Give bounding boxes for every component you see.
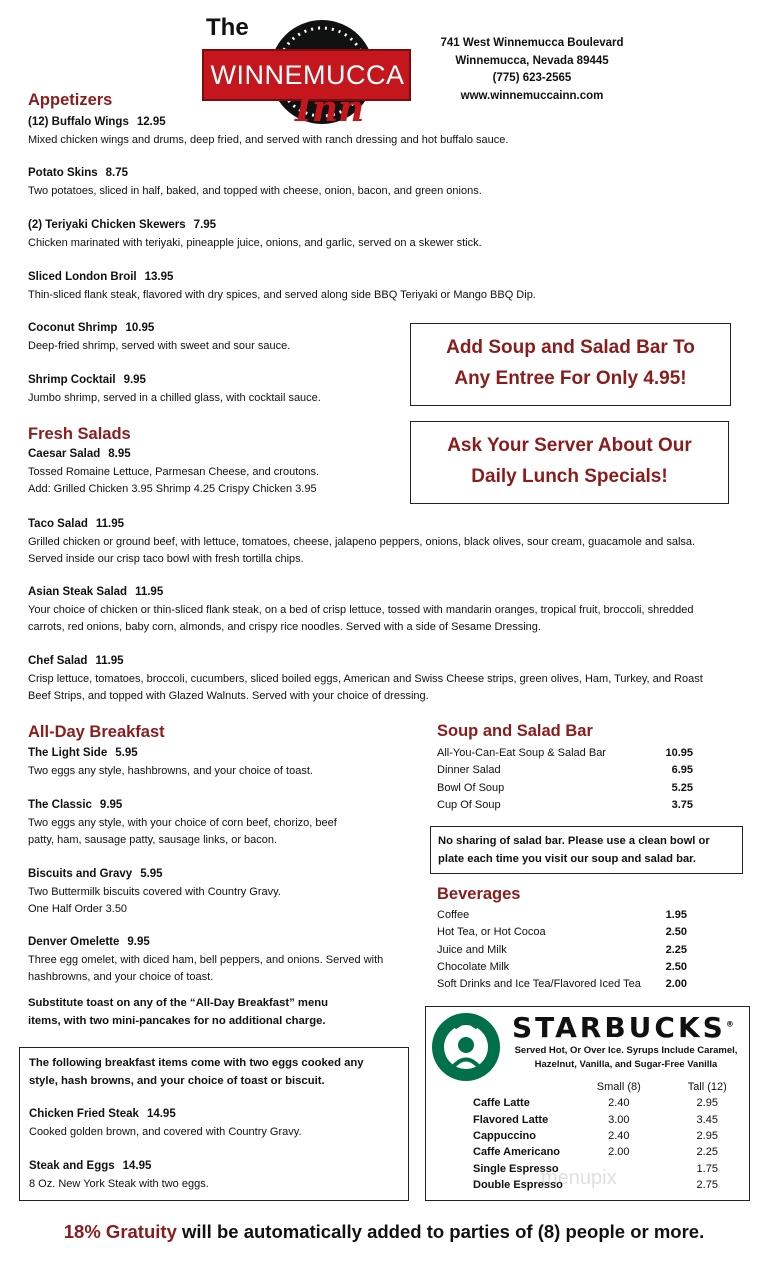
breakfast-box: [19, 1047, 409, 1201]
starbucks-row: [473, 1095, 749, 1111]
soup-bar-list: [437, 745, 693, 814]
price-row: [437, 780, 693, 797]
item-name: Asian Steak Salad: [28, 586, 128, 598]
beverages-heading: Beverages: [437, 885, 521, 903]
promo-line: Add Soup and Salad Bar To: [446, 337, 695, 358]
item-description: Two eggs any style, hashbrowns, and your choice of toast.: [28, 764, 313, 777]
menu-item: [28, 797, 337, 850]
col-small: Small (8): [596, 1081, 641, 1094]
price-row: [437, 924, 687, 941]
price-tall: 2.25: [696, 1146, 718, 1159]
item-name-line: [28, 320, 290, 338]
item-name-line: [28, 269, 536, 287]
item-description: Deep-fried shrimp, served with sweet and sour sauce.: [28, 339, 291, 352]
menu-item: [28, 745, 313, 780]
logo-name: WINNEMUCCA: [210, 60, 405, 90]
row-label: Bowl Of Soup: [437, 781, 505, 794]
menu-item: [28, 217, 482, 252]
watermark: menupix: [541, 1167, 617, 1189]
intro-line: The following breakfast items come with two eggs cooked any: [29, 1057, 364, 1069]
row-price: 3.75: [671, 798, 693, 811]
item-description: Jumbo shrimp, served in a chilled glass, with cocktail sauce.: [28, 391, 321, 404]
item-description: Beef Strips, and topped with Glazed Walnuts. Served with your choice of dressing.: [28, 690, 429, 702]
item-description: carrots, red onions, baby corn, almonds, and crispy rice noodles. Served with a side of Sesame Dressing.: [28, 621, 541, 633]
col-tall: Tall (12): [687, 1081, 727, 1094]
item-description: Crisp lettuce, tomatoes, broccoli, cucumbers, sliced boiled eggs, American and Swiss Cheese strips, green olives, Ham, Turkey, and Roast: [28, 672, 703, 685]
beverages-list: [437, 907, 687, 993]
item-description: patty, ham, sausage patty, sausage links, or bacon.: [28, 834, 278, 846]
gratuity-text: will be automatically added to parties of (8) people or more.: [176, 1221, 705, 1242]
item-name-line: [28, 114, 508, 132]
item-name-line: [28, 866, 281, 884]
item-price: 8.95: [108, 448, 131, 460]
drink-name: Caffe Americano: [473, 1146, 561, 1159]
row-price: 2.00: [665, 978, 687, 991]
item-price: 5.95: [115, 747, 138, 759]
item-name: Biscuits and Gravy: [28, 868, 133, 880]
item-name-line: [28, 584, 693, 602]
appetizers-heading: Appetizers: [28, 91, 113, 109]
item-description: Grilled chicken or ground beef, with lettuce, tomatoes, cheese, jalapeno peppers, onions, black olives, sour cream, guacamole and salsa.: [28, 535, 696, 548]
item-description: Your choice of chicken or thin-sliced flank steak, on a bed of crisp lettuce, tossed with mandarin oranges, tropical fruit, broccoli, shredded: [28, 603, 694, 616]
gratuity-footer: [0, 1221, 768, 1243]
item-description: Tossed Romaine Lettuce, Parmesan Cheese, and croutons.: [28, 465, 320, 478]
item-name: Chicken Fried Steak: [29, 1108, 139, 1120]
registered-mark: ®: [725, 1019, 734, 1029]
row-price: 2.50: [665, 926, 687, 939]
price-row: [437, 762, 693, 779]
item-price: 13.95: [144, 271, 174, 283]
item-name-line: [28, 516, 695, 534]
item-description: 8 Oz. New York Steak with two eggs.: [29, 1177, 209, 1190]
item-price: 14.95: [122, 1160, 152, 1172]
item-description: Two potatoes, sliced in half, baked, and topped with cheese, onion, bacon, and green onions.: [28, 184, 482, 197]
price-tall: 2.95: [696, 1097, 718, 1110]
row-label: Chocolate Milk: [437, 960, 510, 973]
item-name-line: [28, 217, 482, 235]
item-price: 7.95: [193, 219, 217, 231]
item-name-line: [28, 797, 337, 815]
promo-lunch-specials: [410, 421, 729, 504]
address-city: Winnemucca, Nevada 89445: [455, 54, 609, 67]
item-description: Two Buttermilk biscuits covered with Country Gravy.: [28, 885, 281, 898]
price-row: [437, 797, 693, 814]
price-tall: 2.95: [696, 1130, 718, 1143]
item-name: Denver Omelette: [28, 936, 120, 948]
address-block: [412, 35, 652, 105]
promo-soup-salad: [410, 323, 731, 406]
soup-bar-heading: Soup and Salad Bar: [437, 722, 593, 740]
breakfast-heading: All-Day Breakfast: [28, 723, 165, 741]
intro-line: style, hash browns, and your choice of toast or biscuit.: [29, 1074, 325, 1087]
item-name: (2) Teriyaki Chicken Skewers: [28, 219, 186, 231]
item-name: Caesar Salad: [28, 448, 101, 460]
row-price: 1.95: [665, 909, 687, 921]
price-tall: 2.75: [696, 1178, 718, 1191]
note-line: plate each time you visit our soup and salad bar.: [438, 853, 697, 865]
row-price: 2.50: [665, 960, 687, 973]
item-name: Potato Skins: [28, 167, 98, 179]
menu-item: [28, 165, 482, 200]
row-price: 2.25: [665, 943, 687, 956]
row-label: All-You-Can-Eat Soup & Salad Bar: [437, 747, 606, 759]
row-price: 5.25: [671, 781, 693, 794]
brand: STARBUCKS: [512, 1011, 726, 1044]
item-name-line: [28, 934, 383, 952]
price-small: 2.40: [608, 1097, 630, 1110]
price-row: [437, 942, 687, 959]
item-description: Cooked golden brown, and covered with Country Gravy.: [29, 1125, 302, 1138]
item-description: Three egg omelet, with diced ham, bell peppers, and onions. Served with: [28, 953, 384, 966]
item-price: 12.95: [136, 116, 166, 128]
sub-line: Hazelnut, Vanilla, and Sugar-Free Vanilla: [534, 1059, 718, 1070]
item-name-line: [28, 446, 319, 464]
starbucks-subtitle: [502, 1044, 750, 1072]
item-price: 11.95: [95, 655, 124, 667]
logo-the: The: [206, 14, 249, 41]
item-price: 9.95: [99, 799, 123, 811]
price-row: [437, 976, 687, 993]
item-name: (12) Buffalo Wings: [28, 116, 129, 128]
phone: (775) 623-2565: [492, 72, 572, 84]
gratuity-highlight: 18% Gratuity: [63, 1221, 177, 1242]
item-price: 9.95: [123, 374, 146, 386]
item-name-line: [28, 372, 321, 390]
menu-item: [28, 866, 281, 919]
item-price: 9.95: [127, 936, 150, 948]
menu-item: [29, 1106, 302, 1141]
salad-bar-note: [430, 826, 743, 874]
starbucks-row: [473, 1112, 749, 1128]
item-name: The Light Side: [28, 747, 108, 759]
row-label: Coffee: [437, 909, 470, 921]
menu-item: [28, 269, 536, 304]
address-street: 741 West Winnemucca Boulevard: [440, 37, 624, 49]
row-price: 10.95: [665, 747, 693, 759]
item-description: hashbrowns, and your choice of toast.: [28, 971, 214, 983]
item-name: Sliced London Broil: [28, 271, 137, 283]
item-price: 8.75: [105, 167, 129, 179]
item-name: Chef Salad: [28, 655, 88, 667]
sub-line: Served Hot, Or Over Ice. Syrups Include Caramel,: [514, 1045, 738, 1056]
item-name: Coconut Shrimp: [28, 322, 118, 334]
menu-item: [28, 934, 383, 987]
drink-name: Cappuccino: [473, 1130, 536, 1143]
drink-name: Double Espresso: [473, 1178, 563, 1191]
promo-line: Daily Lunch Specials!: [471, 466, 668, 487]
menu-item: [28, 653, 703, 706]
website-link[interactable]: www.winnemuccainn.com: [460, 89, 604, 102]
item-price: 14.95: [146, 1108, 176, 1120]
breakfast-note: [28, 995, 328, 1030]
item-description: Thin-sliced flank steak, flavored with dry spices, and served along side BBQ Teriyaki or Mango BBQ Dip.: [28, 288, 536, 301]
item-name: Shrimp Cocktail: [28, 374, 116, 386]
starbucks-box: [425, 1006, 750, 1201]
menu-item: [28, 320, 290, 355]
item-description: Served inside our crisp taco bowl with fresh tortilla chips.: [28, 553, 304, 565]
item-name: The Classic: [28, 799, 92, 811]
menu-item: [28, 584, 693, 637]
item-description: One Half Order 3.50: [28, 903, 128, 915]
note-line: No sharing of salad bar. Please use a clean bowl or: [438, 835, 710, 847]
row-label: Soft Drinks and Ice Tea/Flavored Iced Tea: [437, 978, 641, 991]
price-tall: 3.45: [696, 1113, 718, 1126]
price-row: [437, 745, 693, 762]
note-line: Substitute toast on any of the “All-Day Breakfast” menu: [28, 997, 329, 1009]
price-small: 2.40: [608, 1130, 630, 1143]
row-label: Dinner Salad: [437, 764, 501, 777]
item-description: Chicken marinated with teriyaki, pineapple juice, onions, and garlic, served on a skewer stick.: [28, 236, 482, 249]
menu-item: [28, 446, 319, 499]
item-name-line: [29, 1106, 302, 1124]
row-label: Hot Tea, or Hot Cocoa: [437, 926, 546, 939]
menu-item: [28, 114, 508, 149]
item-price: 5.95: [140, 868, 163, 880]
price-small: 3.00: [608, 1113, 630, 1126]
item-price: 10.95: [125, 322, 155, 334]
drink-name: Caffe Latte: [473, 1097, 530, 1110]
promo-line: Any Entree For Only 4.95!: [454, 368, 687, 389]
item-name-line: [28, 745, 313, 763]
price-tall: 1.75: [696, 1162, 718, 1175]
starbucks-siren-icon: [431, 1012, 501, 1082]
price-small: 2.00: [608, 1146, 630, 1159]
menu-item: [28, 516, 695, 569]
menu-item: [29, 1158, 209, 1193]
item-description: Mixed chicken wings and drums, deep fried, and served with ranch dressing and hot buffalo sauce.: [28, 133, 509, 146]
price-row: [437, 959, 687, 976]
starbucks-row: [473, 1144, 749, 1160]
item-name-line: [28, 165, 482, 183]
item-price: 11.95: [95, 518, 125, 530]
item-price: 11.95: [135, 586, 164, 598]
drink-name: Single Espresso: [473, 1162, 559, 1175]
drink-name: Flavored Latte: [473, 1113, 549, 1126]
item-description: Two eggs any style, with your choice of corn beef, chorizo, beef: [28, 816, 337, 829]
row-label: Cup Of Soup: [437, 798, 501, 811]
item-name: Taco Salad: [28, 518, 88, 530]
item-description: Add: Grilled Chicken 3.95 Shrimp 4.25 Crispy Chicken 3.95: [28, 483, 317, 495]
item-name-line: [29, 1158, 209, 1176]
item-name-line: [28, 653, 703, 671]
starbucks-row: [473, 1128, 749, 1144]
salads-heading: Fresh Salads: [28, 425, 131, 443]
row-price: 6.95: [671, 764, 693, 777]
price-row: [437, 907, 687, 924]
starbucks-wordmark: [512, 1011, 734, 1044]
row-label: Juice and Milk: [437, 943, 507, 956]
note-line: items, with two mini-pancakes for no additional charge.: [28, 1014, 326, 1027]
promo-line: Ask Your Server About Our: [447, 435, 692, 456]
logo-inn: Inn: [295, 88, 365, 130]
menu-item: [28, 372, 321, 407]
item-name: Steak and Eggs: [29, 1160, 115, 1172]
